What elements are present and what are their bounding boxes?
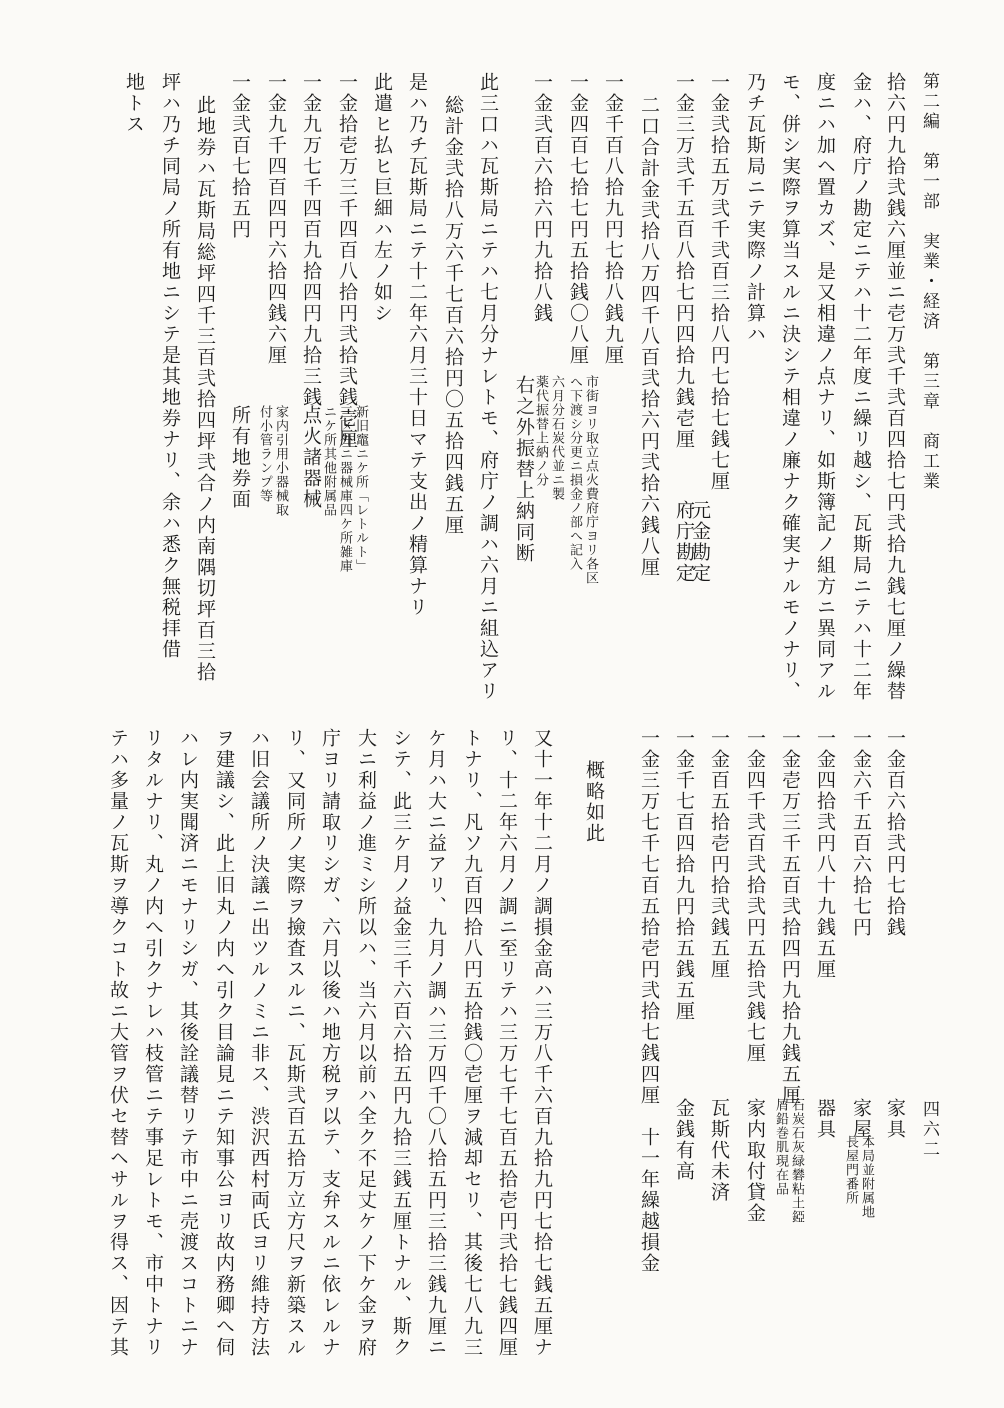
bottom-text-column: 一金六千五百六拾七円 — [850, 728, 872, 938]
top-text-column: 此三口ハ瓦斯局ニテハ七月分ナレトモ、府庁ノ調ハ六月ニ組込アリ — [477, 72, 499, 702]
top-text-column: 拾六円九拾弐銭六厘並ニ壱万弐千弐百四拾七円弐拾九銭七厘ノ繰替 — [884, 72, 906, 702]
top-text-column: 一金千百八拾九円七拾八銭九厘 — [602, 72, 624, 366]
bottom-text-column: 一金百五拾壱円拾弐銭五厘 — [708, 728, 730, 980]
top-text-column: 一金四百七拾七円五拾銭〇八厘 — [567, 72, 589, 366]
bottom-text-column: リタルナリ、丸ノ内へ引クナレハ枝管ニテ事足レトモ、市中トナリ — [142, 728, 164, 1358]
bottom-text-column: 屑鉛巻肌現在品 — [773, 1098, 788, 1196]
top-text-column: 家内引用小器械取 — [273, 405, 288, 517]
bottom-text-column: 器具 — [814, 1098, 836, 1140]
top-text-column: 度ニハ加ヘ置カズ、是又相違ノ点ナリ、如斯簿記ノ組方ニ異同アル — [814, 72, 836, 702]
bottom-text-column: 家屋 — [850, 1098, 872, 1140]
bottom-text-column: 一金三万七千七百五拾壱円弐拾七銭四厘 十一年繰越損金 — [638, 728, 660, 1274]
bottom-text-column: ハ旧会議所ノ決議ニ出ツルノミニ非ス、渋沢西村両氏ヨリ維持方法 — [248, 728, 270, 1358]
top-text-column: 一金九万七千四百九拾四円九拾三銭 — [300, 72, 322, 408]
top-text-column: 市街ヨリ取立点火費府庁ヨリ各区 — [583, 375, 598, 585]
bottom-text-column: 一金壱万三千五百弐拾四円九拾九銭五厘 — [779, 728, 801, 1106]
bottom-text-column: 家内取付貸金 — [744, 1098, 766, 1224]
top-text-column: 此地券ハ瓦斯局総坪四千三百弐拾四坪弐合ノ内南隅切坪百三拾 — [194, 95, 216, 683]
top-text-column: 地トス — [123, 72, 145, 135]
top-text-column: 一金弐拾五万弐千弐百三拾八円七拾七銭七厘 — [708, 72, 730, 492]
bottom-text-column: リ、又同所ノ実際ヲ撿査スルニ、瓦斯弐百五拾万立方尺ヲ新築スル — [284, 728, 306, 1358]
top-text-column: 一金弐百七拾五円 — [229, 72, 251, 240]
top-text-column: 金ハ、府庁ノ勘定ニテハ十二年度ニ繰リ越シ、瓦斯局ニテハ十二年 — [850, 72, 872, 702]
bottom-text-column: 長屋門番所 — [843, 1135, 858, 1205]
bottom-text-column: 又十一年十二月ノ調損金高ハ三万八千六百九拾九円七拾七銭五厘ナ — [531, 728, 553, 1358]
top-text-column: 此遣ヒ払ヒ巨細ハ左ノ如シ — [371, 72, 393, 324]
top-text-column: 坪ハ乃チ同局ノ所有地ニシテ是其地券ナリ、余ハ悉ク無税拝借 — [159, 72, 181, 660]
bottom-text-column: 概略如此 — [583, 760, 605, 844]
bottom-text-column: ハレ内実聞済ニモナリシガ、其後詮議替リテ市中ニ売渡スコトニナ — [177, 728, 199, 1358]
top-text-column: 一金拾壱万三千四百八拾円弐拾弐銭壱厘 — [336, 72, 358, 450]
bottom-text-column: 一金百六拾弐円七拾銭 — [884, 728, 906, 938]
page-number: 四六二 — [919, 1100, 939, 1160]
top-text-column: へ下渡シ分更ニ損金ノ部へ記入 — [567, 375, 582, 571]
top-text-column: 点火諸器械 — [300, 405, 322, 510]
top-text-column: 是ハ乃チ瓦斯局ニテ十二年六月三十日マテ支出ノ精算ナリ — [406, 72, 428, 618]
top-text-column: 二口合計金弐拾八万四千八百弐拾六円弐拾六銭八厘 — [638, 95, 660, 578]
bottom-text-column: トナリ、凡ソ九百四拾八円五拾銭〇壱厘ヲ減却セリ、其後七八九三 — [461, 728, 483, 1358]
top-text-column: 府庁勘定 — [673, 500, 695, 584]
top-text-column: 元金勘定 — [689, 500, 711, 584]
bottom-text-column: 瓦斯代未済 — [708, 1098, 730, 1203]
top-text-column: 三区外ニ器械庫四ケ所雑庫 — [337, 405, 352, 573]
bottom-text-column: ヲ建議シ、此上旧丸ノ内へ引ク目論見ニテ知事公ヨリ故内務卿へ伺 — [213, 728, 235, 1358]
bottom-text-column: 家具 — [884, 1098, 906, 1140]
top-text-column: 一金九千四百四円六拾四銭六厘 — [265, 72, 287, 366]
top-text-column: モ、併シ実際ヲ算当スルニ決シテ相違ノ廉ナク確実ナルモノナリ、 — [779, 72, 801, 702]
bottom-text-column: 一金千七百四拾九円拾五銭五厘 — [673, 728, 695, 1022]
bottom-text-column: 金銭有高 — [673, 1098, 695, 1182]
bottom-text-column: シテ、此三ケ月ノ益金三千六百六拾五円九拾三銭五厘トナル、斯ク — [390, 728, 412, 1358]
top-text-column: 乃チ瓦斯局ニテ実際ノ計算ハ — [744, 72, 766, 345]
bottom-text-column: 本局並附属地 — [859, 1135, 874, 1219]
bottom-text-column: テハ多量ノ瓦斯ヲ導クコト故ニ大管ヲ伏セ替ヘサルヲ得ス、因テ其 — [107, 728, 129, 1358]
bottom-text-column: リ、十二年六月ノ調ニ至リテハ三万七千七百五拾壱円弐拾七銭四厘 — [496, 728, 518, 1358]
top-text-column: 所有地券面 — [229, 405, 251, 510]
bottom-text-column: ケ月ハ大ニ益アリ、九月ノ調ハ三万四千〇八拾五円三拾三銭九厘ニ — [425, 728, 447, 1358]
bottom-text-column: 一金四千弐百弐拾弐円五拾弐銭七厘 — [744, 728, 766, 1064]
top-text-column: 右之外振替上納同断 — [513, 375, 535, 564]
top-text-column: 総計金弐拾八万六千七百六拾円〇五拾四銭五厘 — [442, 95, 464, 536]
top-text-column: ニケ所其他附属品 — [321, 405, 336, 517]
top-text-column: 六月分石炭代並ニ製 — [549, 375, 564, 501]
top-text-column: 一金三万弐千五百八拾七円四拾九銭壱厘 — [673, 72, 695, 450]
top-text-column: 薬代振替上納ノ分 — [533, 375, 548, 487]
bottom-text-column: 庁ヨリ請取リシガ、六月以後ハ地方税ヲ以テ、支弁スルニ依レルナ — [319, 728, 341, 1358]
top-text-column: 新旧竈ニケ所「レトルト」 — [353, 405, 368, 573]
top-text-column: 付小管ランプ等 — [257, 405, 272, 503]
running-header: 第二編 第一部 実業・経済 第三章 商工業 — [919, 72, 939, 492]
bottom-text-column: 大ニ利益ノ進ミシ所以ハ、当六月以前ハ全ク不足丈ケノ下ケ金ヲ府 — [355, 728, 377, 1358]
bottom-text-column: 一金四拾弐円八十九銭五厘 — [814, 728, 836, 980]
bottom-text-column: 石炭石灰緑礬粘土錏 — [789, 1098, 804, 1224]
top-text-column: 一金弐百六拾六円九拾八銭 — [531, 72, 553, 324]
